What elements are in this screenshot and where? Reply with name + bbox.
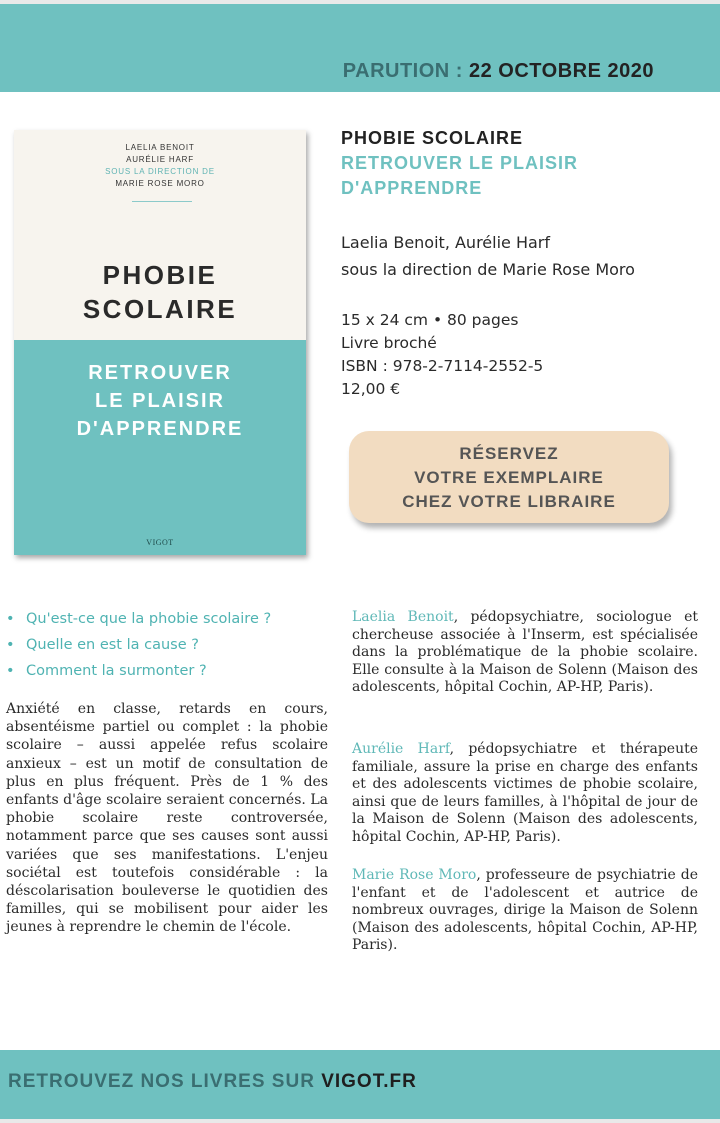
book-format: 15 x 24 cm • 80 pages — [341, 311, 519, 329]
author-name: Aurélie Harf — [352, 741, 450, 757]
cover-title — [14, 258, 306, 326]
question-list — [6, 606, 336, 684]
cover-director: MARIE ROSE MORO — [115, 179, 205, 188]
cover-top-panel — [14, 130, 306, 340]
question-text: Qu'est-ce que la phobie scolaire ? — [26, 611, 272, 627]
cover-title-line-2: SCOLAIRE — [82, 294, 238, 324]
author-bio — [352, 741, 698, 846]
book-title: PHOBIE SCOLAIRE — [341, 128, 524, 148]
top-banner — [0, 0, 720, 92]
cover-bottom-panel — [14, 340, 306, 555]
footer-banner — [0, 1050, 720, 1123]
book-authors — [341, 229, 711, 283]
cover-publisher: VIGOT — [146, 538, 174, 547]
bullet-icon: • — [6, 663, 15, 679]
cover-authors — [14, 142, 306, 190]
release-label: PARUTION : — [342, 60, 469, 82]
cover-subtitle-line-1: RETROUVER — [88, 362, 232, 384]
bullet-icon: • — [6, 637, 15, 653]
question-text: Quelle en est la cause ? — [26, 637, 199, 653]
bullet-icon: • — [6, 611, 15, 627]
cover-subtitle — [14, 359, 306, 443]
book-price: 12,00 € — [341, 380, 401, 398]
book-specs — [341, 309, 701, 401]
book-binding: Livre broché — [341, 334, 437, 352]
cover-direction: SOUS LA DIRECTION DE — [105, 167, 215, 176]
book-description: Anxiété en classe, retards en cours, absentéisme partiel ou complet : la phobie scolaire – aussi appelée refus scolaire anxieux – est un motif de consultation de plus en plus fréquent. Près de 1 % des enfants d'âge scolaire seraient concernés. La phobie scolaire reste controversée, notamment parce que ses causes sont aussi variées que ses manifestations. L'enjeu sociétal est toutefois considérable : la déscolarisation bouleverse le quotidien des familles, qui se mobilisent pour aider les jeunes à reprendre le chemin de l'école. — [6, 701, 328, 936]
reserve-button[interactable] — [349, 431, 669, 523]
cover-subtitle-line-3: D'APPRENDRE — [76, 418, 244, 440]
question-text: Comment la surmonter ? — [26, 663, 207, 679]
author-bio — [352, 867, 698, 955]
website-link[interactable]: VIGOT.FR — [321, 1071, 417, 1092]
cover-divider — [132, 201, 192, 202]
author-name: Marie Rose Moro — [352, 867, 477, 883]
footer-label: RETROUVEZ NOS LIVRES SUR — [8, 1071, 322, 1092]
list-item — [6, 606, 336, 632]
book-cover — [14, 130, 306, 555]
release-date-value: 22 OCTOBRE 2020 — [469, 60, 654, 82]
reserve-line-2: VOTRE EXEMPLAIRE — [414, 468, 604, 487]
footer-text — [8, 1071, 417, 1093]
cover-author-1: LAELIA BENOIT — [125, 143, 195, 152]
author-bio-text: , pédopsychiatre, sociologue et chercheuse associée à l'Inserm, est spécialisée dans la problématique de la phobie scolaire. Elle consulte à la Maison de Solenn (Maison des adolescents, hôpital Cochin, AP-HP, Paris). — [352, 609, 698, 695]
reserve-line-3: CHEZ VOTRE LIBRAIRE — [402, 492, 616, 511]
cover-title-line-1: PHOBIE — [102, 260, 218, 290]
reserve-line-1: RÉSERVEZ — [459, 444, 559, 463]
author-bio-text: , pédopsychiatre et thérapeute familiale, assure la prise en charge des enfants et des adolescents victimes de phobie scolaire, ainsi que de leurs familles, à l'hôpital de jour de la Maison de Solenn (Maison des adolescents, hôpital Cochin, AP-HP, Paris). — [352, 741, 698, 845]
cover-author-2: AURÉLIE HARF — [126, 155, 194, 164]
release-date — [343, 60, 654, 83]
author-bio — [352, 609, 698, 697]
book-subtitle-line-2: D'APPRENDRE — [341, 178, 483, 198]
book-isbn: ISBN : 978-2-7114-2552-5 — [341, 357, 544, 375]
book-subtitle — [341, 151, 701, 201]
author-bio-text: , professeure de psychiatrie de l'enfant et de l'adolescent et autrice de nombreux ouvrages, dirige la Maison de Solenn (Maison des adolescents, hôpital Cochin, AP-HP, Paris). — [352, 867, 698, 953]
author-name: Laelia Benoit — [352, 609, 454, 625]
authors-line-1: Laelia Benoit, Aurélie Harf — [341, 233, 551, 252]
list-item — [6, 658, 336, 684]
cover-subtitle-line-2: LE PLAISIR — [94, 390, 225, 412]
book-subtitle-line-1: RETROUVER LE PLAISIR — [341, 153, 579, 173]
list-item — [6, 632, 336, 658]
authors-line-2: sous la direction de Marie Rose Moro — [341, 260, 635, 279]
